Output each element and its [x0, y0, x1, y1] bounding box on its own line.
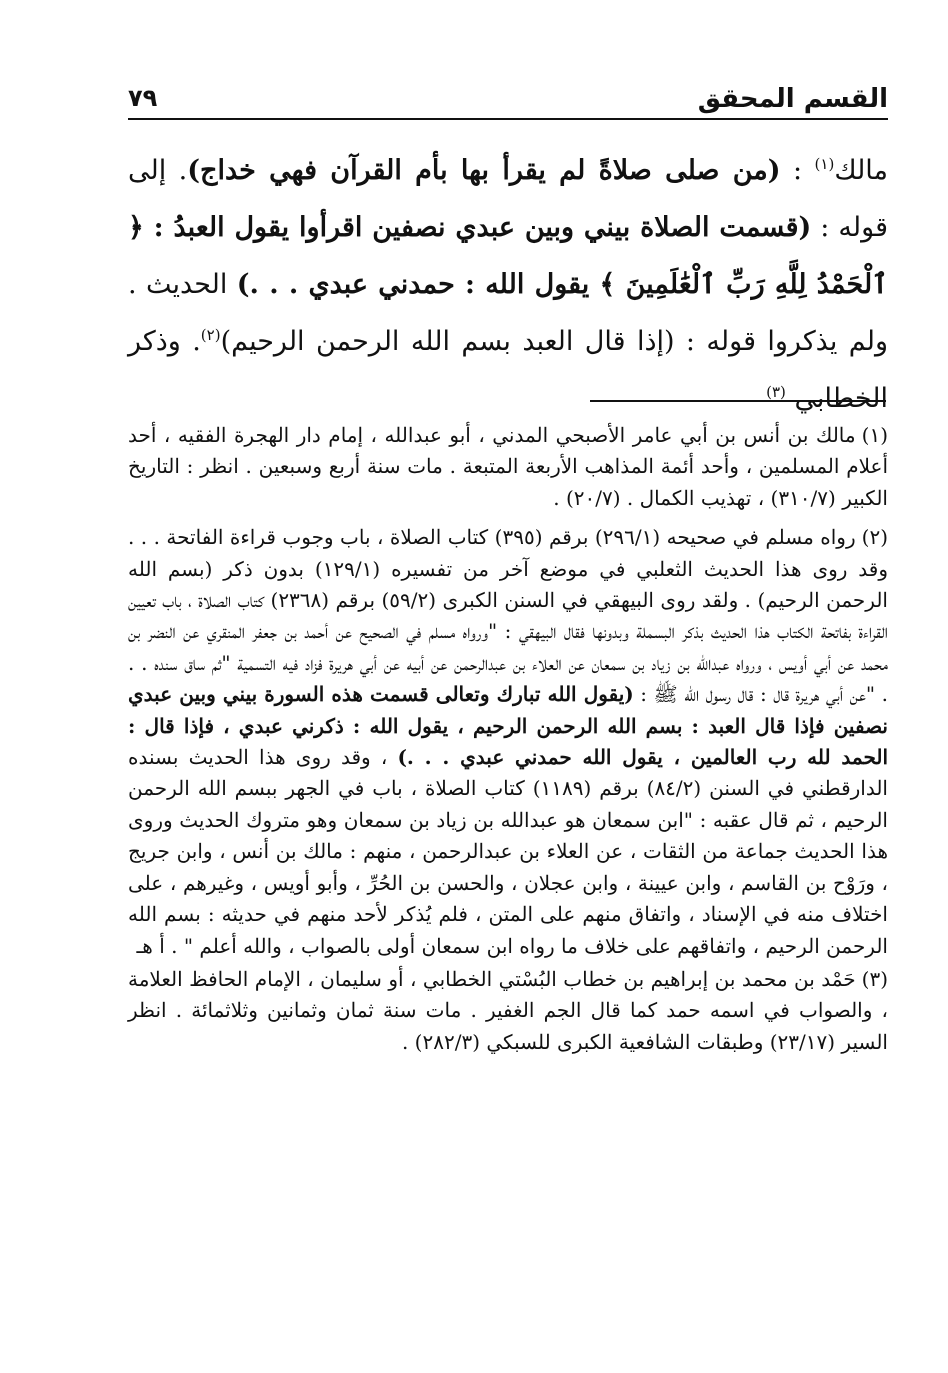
running-header	[128, 82, 888, 118]
footnote-text: مالك بن أنس بن أبي عامر الأصبحي المدني ، أبو عبدالله ، إمام دار الهجرة الفقيه ، أحد أعلام المسلمين ، وأحد أئمة المذاهب الأربعة المتبعة . مات سنة أربع وسبعين . انظر : التاريخ الكبير (٣١٠/٧) ، تهذيب الكمال . (٢٠/٧) .	[128, 423, 888, 510]
footnote-number: (٣)	[861, 966, 888, 991]
main-text-segment: الحديث . ولم يذكروا قوله : (إذا قال العبد بسم الله الرحمن الرحيم)	[128, 269, 888, 357]
main-text	[128, 142, 888, 427]
footnote-2	[128, 522, 888, 962]
main-text-segment: :	[780, 155, 815, 186]
footnote-text: حَمْد بن محمد بن إبراهيم بن خطاب البُسْتي الخطابي ، أو سليمان ، الإمام الحافظ العلامة ، والصواب في اسمه حمد كما قال الجم الغفير . مات سنة ثمان وثمانين وثلاثمائة . انظر السير (٢٣/١٧) وطبقات الشافعية الكبرى للسبكي (٢٨٢/٣) .	[128, 966, 888, 1054]
footnote-number: (٢)	[861, 525, 888, 550]
header-rule	[128, 118, 888, 120]
footnote-1	[128, 420, 888, 514]
footnote-hadith-quote: (يقول الله تبارك وتعالى قسمت هذه السورة بيني وبين عبدي نصفين فإذا قال العبد : بسم الله الرحمن الرحيم ، يقول الله : ذكرني عبدي ، فإذا قال : الحمد لله رب العالمين ، يقول الله حمدني عبدي . . .)	[128, 682, 889, 770]
footnote-3	[128, 964, 888, 1058]
section-title: القسم المحقق	[697, 84, 888, 114]
footnote-separator	[590, 400, 886, 402]
main-text-segment: مالك	[834, 155, 888, 186]
main-text-segment: . إلى قوله :	[128, 155, 888, 243]
footnotes	[128, 420, 888, 1058]
footnote-ref: (١)	[814, 155, 835, 173]
footnote-ref: (٢)	[200, 326, 221, 344]
hadith-quote: (قسمت الصلاة بيني وبين عبدي نصفين اقرأوا يقول العبدُ : ﴿ ٱلْحَمْدُ لِلَّهِ رَبِّ ٱلْعَٰلَمِينَ ﴾ يقول الله : حمدني عبدي . . .)	[128, 212, 888, 300]
main-text-segment: . وذكر الخطابي	[128, 326, 888, 414]
hadith-quote: (من صلى صلاةً لم يقرأ بها بأم القرآن فهي خداج)	[187, 155, 781, 186]
footnote-text: ، وقد روى هذا الحديث بسنده الدارقطني في السنن (٨٤/٢) برقم (١١٨٩) كتاب الصلاة ، باب في الجهر ببسم الله الرحمن الرحيم ، ثم قال عقبه : "ابن سمعان هو عبدالله بن زياد بن سمعان وهو متروك الحديث وروى هذا الحديث جماعة من الثقات ، عن العلاء بن عبدالرحمن ، منهم : مالك بن أنس ، وابن جريج ، ورَوْح بن القاسم ، وابن عيينة ، وابن عجلان ، والحسن بن الحُرِّ ، وأبو أويس ، وغيرهم ، على اختلاف منه في الإسناد ، واتفاق منهم على المتن ، فلم يُذكر لأحد منهم في حديثه : بسم الله الرحمن الرحيم ، واتفاقهم على خلاف ما رواه ابن سمعان أولى بالصواب ، والله أعلم " . أ هـ	[128, 745, 888, 958]
footnote-ref: (٣)	[766, 383, 786, 401]
page-number: ٧٩	[128, 84, 158, 112]
footnote-text: رواه مسلم في صحيحه (٢٩٦/١) برقم (٣٩٥) كتاب الصلاة ، باب وجوب قراءة الفاتحة . . . وقد روى هذا الحديث الثعلبي في موضع آخر من تفسيره (١٢٩/١) بدون ذكر (بسم الله الرحمن الرحيم) . ولقد روى البيهقي في السنن الكبرى (٥٩/٢) برقم (٢٣٦٨) كتاب الصلاة ، باب تعيين القراءة بفاتحة الكتاب هذا الحديث بذكر البسملة وبدونها فقال البيهقي : "ورواه مسلم في الصحيح عن أحمد بن جعفر المنقري عن النضر بن محمد عن أبي أويس ، ورواه عبدالله بن زياد بن سمعان عن العلاء بن عبدالرحمن عن أبيه عن أبي هريرة فزاد فيه التسمية "ثم ساق سنده . . . "عن أبي هريرة قال : قال رسول الله ﷺ :	[128, 525, 889, 707]
footnote-number: (١)	[861, 423, 888, 447]
main-paragraph	[128, 142, 888, 427]
